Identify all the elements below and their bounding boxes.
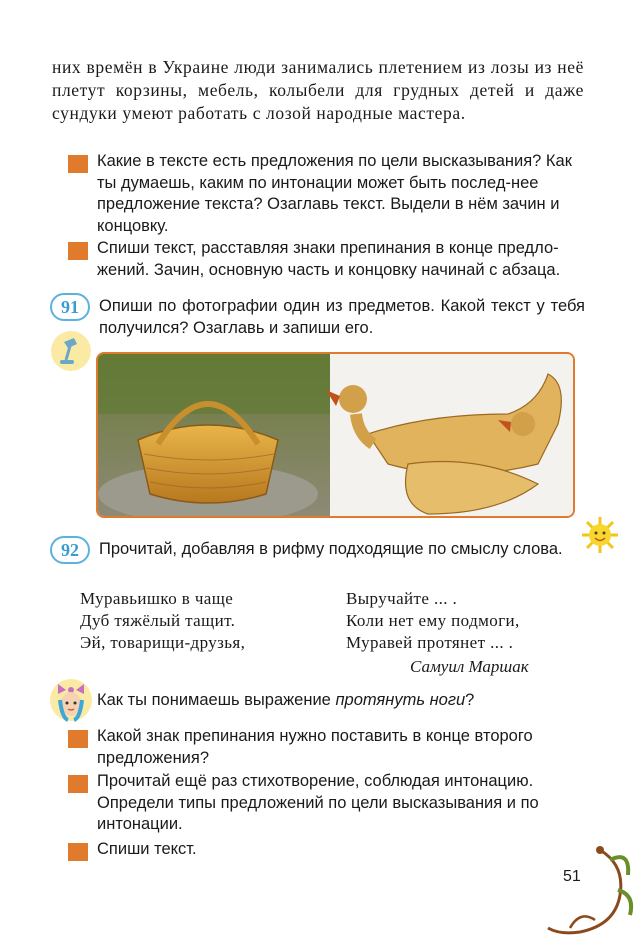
sun-icon <box>580 515 620 555</box>
task-text: Какой знак препинания нужно поставить в конце второго предложения? <box>97 727 533 767</box>
poem-line: Коли нет ему подмоги, <box>346 611 520 630</box>
page-number: 51 <box>563 868 581 885</box>
task-marker <box>68 242 88 260</box>
exercise-number: 92 <box>50 536 90 564</box>
exercise-number: 91 <box>50 293 90 321</box>
poem-line: Муравей протянет ... . <box>346 633 514 652</box>
task-marker <box>68 155 88 173</box>
task-marker <box>68 730 88 748</box>
poem-author: Самуил Маршак <box>410 657 529 676</box>
poem-line: Эй, товарищи-друзья, <box>80 633 246 652</box>
baskets-photo <box>96 352 575 518</box>
task-text: Какие в тексте есть предложения по цели высказывания? Как ты думаешь, каким по интонации может быть послед-нее предложение текста? Озаглавь текст. Выдели в нём зачин и концовку. <box>97 152 572 235</box>
poem-line: Дуб тяжёлый тащит. <box>80 611 236 630</box>
poem-line: Выручайте ... . <box>346 589 458 608</box>
task-text: Прочитай ещё раз стихотворение, соблюдая интонацию. Определи типы предложений по цели высказывания и по интонации. <box>97 772 539 833</box>
question-text <box>97 690 585 712</box>
task-text: Спиши текст. <box>97 840 197 858</box>
poem-left-column <box>80 588 245 654</box>
task-text: Спиши текст, расставляя знаки препинания в конце предло-жений. Зачин, основную часть и концовку начинай с абзаца. <box>97 239 561 279</box>
ornament-icon <box>540 840 638 940</box>
question-before: Как ты понимаешь выражение <box>97 691 336 709</box>
question-phrase: протянуть ноги <box>335 691 466 709</box>
girl-icon <box>48 674 94 724</box>
question-after: ? <box>465 691 475 709</box>
exercise-text: Прочитай, добавляя в рифму подходящие по смыслу слова. <box>99 540 563 558</box>
poem-line: Муравьишко в чаще <box>80 589 234 608</box>
task-marker <box>68 775 88 793</box>
poem-right-column <box>346 588 520 654</box>
lamp-icon <box>50 330 92 372</box>
task-marker <box>68 843 88 861</box>
exercise-text: Опиши по фотографии один из предметов. Какой текст у тебя получился? Озаглавь и запиши его. <box>99 297 585 337</box>
intro-paragraph: них времён в Украине люди занимались плетением из лозы из неё плетут корзины, мебель, колыбели для грудных детей и даже сундуки умеют работать с лозой народные мастера. <box>52 57 584 123</box>
